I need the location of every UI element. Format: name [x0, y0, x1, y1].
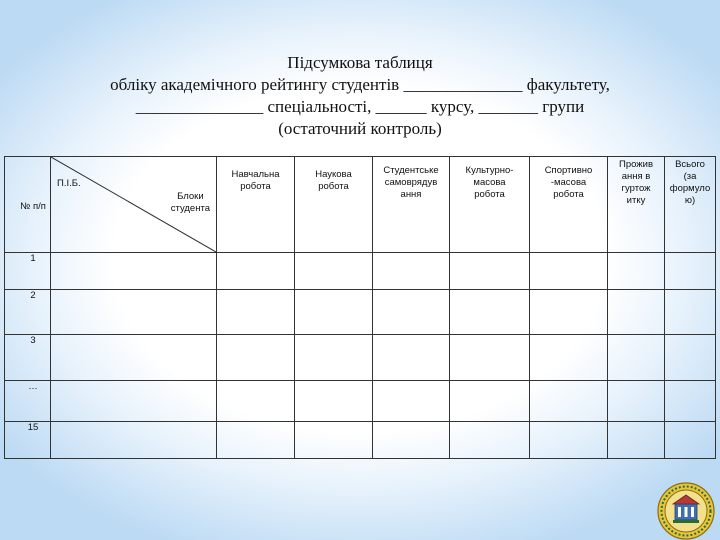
- col-header-research: Наукова робота: [295, 157, 373, 253]
- col-header-study: Навчальна робота: [217, 157, 295, 253]
- document-title: [0, 52, 720, 140]
- table-row: [5, 335, 716, 381]
- col-header-cultural: Культурно- масова робота: [450, 157, 530, 253]
- row-number: 2: [5, 290, 51, 335]
- row-number: 1: [5, 253, 51, 290]
- row-number: 3: [5, 335, 51, 381]
- university-seal-icon: [657, 482, 715, 540]
- table-row: [5, 422, 716, 459]
- row-number: …: [5, 381, 51, 422]
- table-row: [5, 253, 716, 290]
- pib-blocks-header: [51, 157, 217, 253]
- table-row: [5, 381, 716, 422]
- table-row: [5, 290, 716, 335]
- col-header-sports: Спортивно -масова робота: [530, 157, 608, 253]
- blocks-label: Блоки студента: [170, 191, 210, 214]
- rating-table: [4, 156, 716, 459]
- row-number: 15: [5, 422, 51, 459]
- title-line-2: обліку академічного рейтингу студентів ______________ факультету,: [110, 75, 610, 94]
- num-header: № п/п: [5, 157, 51, 253]
- col-header-dormitory: Прожив ання в гуртож итку: [608, 157, 665, 253]
- title-line-3: _______________ спеціальності, ______ курсу, _______ групи: [135, 97, 585, 116]
- title-line-1: Підсумкова таблиця: [287, 53, 433, 72]
- pib-label: П.І.Б.: [57, 178, 81, 189]
- col-header-self-government: Студентське самоврядув ання: [373, 157, 450, 253]
- title-line-4: (остаточний контроль): [278, 119, 442, 138]
- header-row: [5, 157, 716, 253]
- col-header-total: Всього (за формуло ю): [665, 157, 716, 253]
